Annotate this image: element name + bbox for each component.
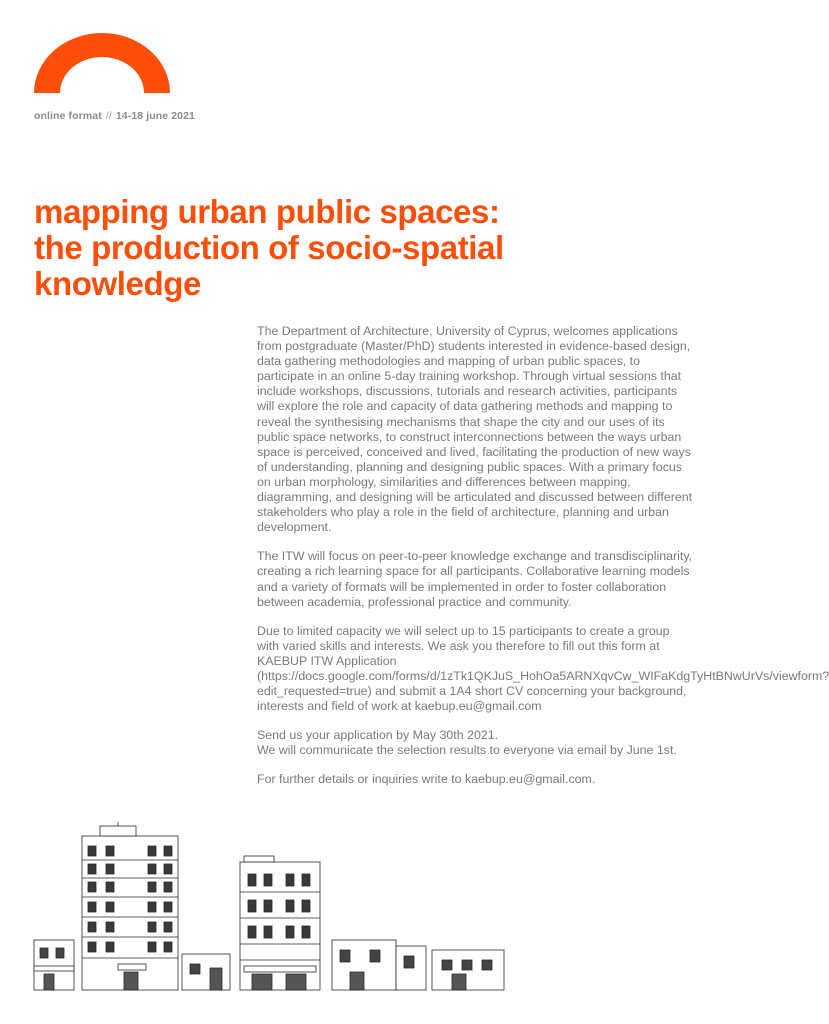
title-line: knowledge <box>34 265 201 302</box>
event-meta <box>34 110 195 122</box>
date-range: 14-18 june 2021 <box>115 110 195 122</box>
arch-logo-icon <box>34 33 170 93</box>
page-title <box>34 194 634 302</box>
building-skyline-illustration <box>30 822 705 994</box>
itw-paragraph: The ITW will focus on peer-to-peer knowledge exchange and transdisciplinarity, creating a rich learning space for all participants. Collaborative learning models and a variety of formats will be implemented in order to foster collaboration between academia, professional practice and community. <box>257 549 693 609</box>
body-text <box>257 324 829 802</box>
title-line: mapping urban public spaces: <box>34 193 500 230</box>
deadline-paragraph <box>257 728 693 758</box>
application-paragraph: Due to limited capacity we will select up to 15 participants to create a group with varied skills and interests. We ask you therefore to fill out this form at KAEBUP ITW Application (https://docs.google.com/forms/d/1zTk1QKJuS_HohOa5ARNXqvCw_WIFaKdgTyHtBNwUrVs/viewform?edit_requested=true) and submit a 1A4 short CV concerning your background, interests and field of work at kaebup.eu@gmail.com <box>257 623 829 714</box>
results-line: We will communicate the selection results to everyone via email by June 1st. <box>257 743 677 758</box>
format-label: online format <box>34 110 102 122</box>
intro-paragraph: The Department of Architecture, University of Cyprus, welcomes applications from postgraduate (Master/PhD) students interested in evidence-based design, data gathering methodologies and mapping of urban public spaces, to participate in an online 5-day training workshop. Through virtual sessions that include workshops, discussions, tutorials and research activities, participants will explore the role and capacity of data gathering methods and mapping to reveal the synthesising mechanisms that shape the city and our uses of its public space networks, to construct interconnections between the ways urban space is perceived, conceived and lived, facilitating the production of new ways of understanding, planning and designing public spaces. With a primary focus on urban morphology, similarities and differences between mapping, diagramming, and designing will be articulated and discussed between different stakeholders who play a role in the field of architecture, planning and urban development. <box>257 324 693 535</box>
contact-paragraph: For further details or inquiries write to kaebup.eu@gmail.com. <box>257 772 596 787</box>
meta-separator: // <box>105 110 112 122</box>
title-line: the production of socio-spatial <box>34 229 504 266</box>
deadline-line: Send us your application by May 30th 2021. <box>257 728 499 743</box>
